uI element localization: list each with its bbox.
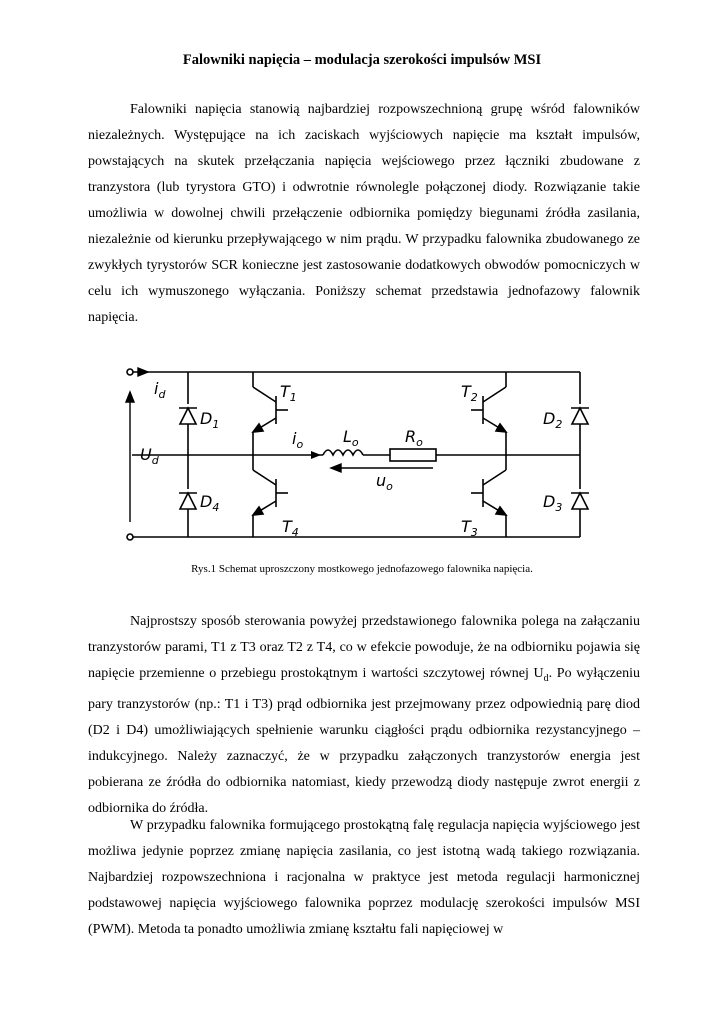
label-id: $i_d$: [154, 379, 166, 401]
paragraph-control-text-b: . Po wyłączeniu pary tranzystorów (np.: T1 i T3) prąd odbiornika jest przejmowany przez odpowiednią parę diod (D2 i D4) umożliwiających spełnienie warunku ciągłości prądu odbiornika rezystancyjnego – indukcyjnego. Należy zaznaczyć, że w przypadku załączonych tranzystorów energia jest pobierana ze źródła do odbiornika natomiast, kiedy przewodzą diody następuje zwrot energii z odbiornika do źródła.: [88, 666, 640, 816]
transistor-t3: [471, 470, 510, 525]
label-ro: $R_o$: [405, 427, 423, 449]
diode-d2: [571, 404, 589, 424]
paragraph-intro-text: Falowniki napięcia stanowią najbardziej rozpowszechnioną grupę wśród falowników niezależnych. Występujące na ich zaciskach wyjściowych napięcie ma kształt impulsów, powstających na skutek przełączania napięcia wejściowego przez łączniki zbudowane z tranzystora (lub tyrystora GTO) i odwrotnie równolegle połączonej diody. Rozwiązanie takie umożliwia w dowolnej chwili przełączenie odbiornika pomiędzy biegunami źródła zasilania, niezależnie od kierunku przepływającego w nim prądu. W przypadku falownika zbudowanego ze zwykłych tyrystorów SCR konieczne jest zastosowanie dodatkowych obwodów pomocniczych w celu ich wymuszonego wyłączania. Poniższy schemat przedstawia jednofazowy falownik napięcia.: [88, 102, 640, 325]
label-uo: $u_o$: [376, 471, 393, 493]
schematic-svg: [118, 352, 608, 552]
label-t2: $T_2$: [461, 382, 478, 404]
figure-caption: Rys.1 Schemat uproszczony mostkowego jednofazowego falownika napięcia.: [191, 563, 533, 575]
label-t3: $T_3$: [461, 517, 478, 539]
current-arrow-id: [138, 368, 148, 376]
voltage-arrow-ud: [126, 392, 134, 522]
paragraph-control: [88, 609, 640, 822]
label-io: $i_o$: [292, 429, 304, 451]
label-d1: $D_1$: [200, 409, 220, 431]
label-ud: $U_d$: [140, 445, 159, 467]
diode-d1: [179, 404, 197, 424]
label-t1: $T_1$: [280, 382, 297, 404]
load-resistor: [390, 449, 436, 461]
paragraph-control-subscript: d: [543, 672, 549, 684]
current-arrow-io: [311, 451, 321, 459]
paragraph-control-text-a: Najprostszy sposób sterowania powyżej przedstawionego falownika polega na załączaniu tranzystorów parami, T1 z T3 oraz T2 z T4, co w efekcie powoduje, że na odbiorniku pojawia się napięcie przemienne o przebiegu prostokątnym i wartości szczytowej równej U: [88, 614, 640, 681]
inverter-schematic: [118, 352, 608, 552]
diode-d3: [571, 489, 589, 509]
label-d2: $D_2$: [543, 409, 563, 431]
load-inductor: [323, 450, 390, 455]
label-t4: $T_4$: [282, 517, 299, 539]
label-d3: $D_3$: [543, 492, 563, 514]
paragraph-pwm: [88, 813, 640, 943]
page-title: Falowniki napięcia – modulacja szerokości impulsów MSI: [182, 52, 542, 68]
paragraph-pwm-text: W przypadku falownika formującego prostokątną falę regulacja napięcia wyjściowego jest możliwa jedynie poprzez zmianę napięcia zasilania, co jest istotną wadą takiego rozwiązania. Najbardziej rozpowszechniona i racjonalna w praktyce jest metoda regulacji harmonicznej podstawowej napięcia wyjściowego falownika poprzez modulację szerokości impulsów MSI (PWM). Metoda ta ponadto umożliwia zmianę kształtu fali napięciowej w: [88, 818, 640, 937]
label-lo: $L_o$: [343, 427, 359, 449]
label-d4: $D_4$: [200, 492, 220, 514]
diode-d4: [179, 489, 197, 509]
paragraph-intro: [88, 97, 640, 331]
